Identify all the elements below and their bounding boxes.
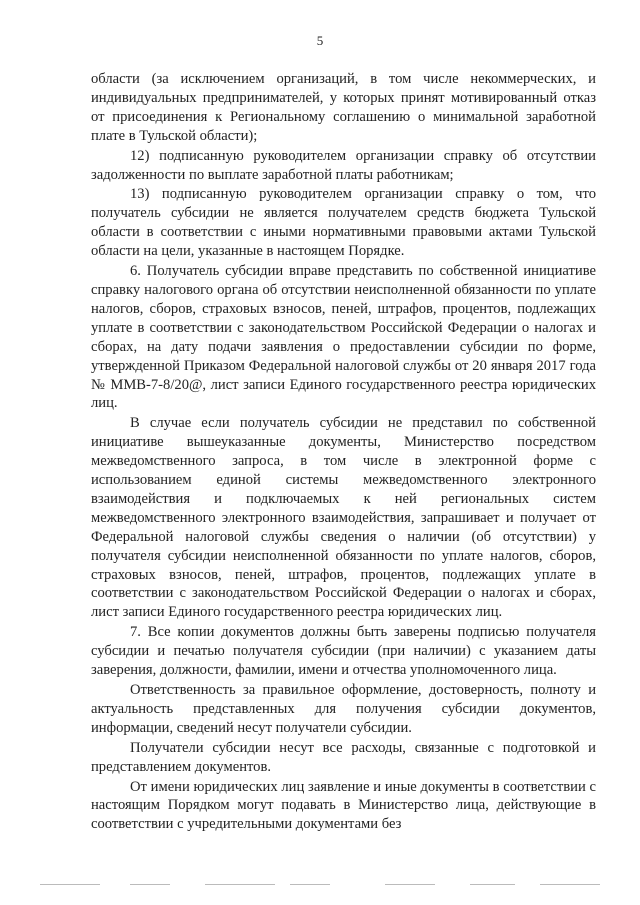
paragraph-interagency-request: В случае если получатель субсидии не представил по собственной инициативе вышеуказанные документы, Министерство посредством межведомственного запроса, в том числе в электронной форме с использованием единой системы межведомственного электронного взаимодействия и подключаемых к ней региональных систем межведомственного электронного взаимодействия, запрашивает и получает от Федеральной налоговой службы сведения о наличии (об отсутствии) у получателя субсидии неисполненной обязанности по уплате налогов, сборов, страховых взносов, пеней, штрафов, процентов, подлежащих уплате в соответствии с законодательством Российской Федерации о налогах и сборах, лист записи Единого государственного реестра юридических лиц. [91, 415, 596, 621]
paragraph-section-7: 7. Все копии документов должны быть заверены подписью получателя субсидии и печатью получателя субсидии (при наличии) с указанием даты заверения, должности, фамилии, имени и отчества уполномоченного лица. [91, 624, 596, 679]
paragraph-expenses: Получатели субсидии несут все расходы, связанные с подготовкой и представлением документов. [91, 739, 596, 775]
paragraph-item-13: 13) подписанную руководителем организации справку о том, что получатель субсидии не является получателем средств бюджета Тульской области в соответствии с иными нормативными правовыми актами Тульской области на цели, указанные в настоящем Порядке. [91, 186, 596, 260]
paragraph-section-6: 6. Получатель субсидии вправе представить по собственной инициативе справку налогового органа об отсутствии неисполненной обязанности по уплате налогов, сборов, страховых взносов, пеней, штрафов, процентов, подлежащих уплате в соответствии с законодательством Российской Федерации о налогах и сборах, на дату подачи заявления о предоставлении субсидии по форме, утвержденной Приказом Федеральной налоговой службы от 20 января 2017 года № ММВ-7-8/20@, лист записи Единого государственного реестра юридических лиц. [91, 263, 596, 412]
page-number: 5 [316, 33, 324, 48]
scan-artifact-strip [0, 880, 640, 900]
paragraph-responsibility: Ответственность за правильное оформление, достоверность, полноту и актуальность представленных для получения субсидии документов, информации, сведений несут получатели субсидии. [91, 682, 596, 736]
paragraph-continuation: области (за исключением организаций, в том числе некоммерческих, и индивидуальных предпринимателей, у которых принят мотивированный отказ от присоединения к Региональному соглашению о минимальной заработной плате в Тульской области); [91, 71, 596, 144]
paragraph-legal-entities: От имени юридических лиц заявление и иные документы в соответствии с настоящим Порядком могут подавать в Министерство лица, действующие в соответствии с учредительными документами без [91, 778, 596, 833]
paragraph-item-12: 12) подписанную руководителем организации справку об отсутствии задолженности по выплате заработной платы работникам; [91, 147, 596, 183]
document-body [91, 70, 596, 834]
